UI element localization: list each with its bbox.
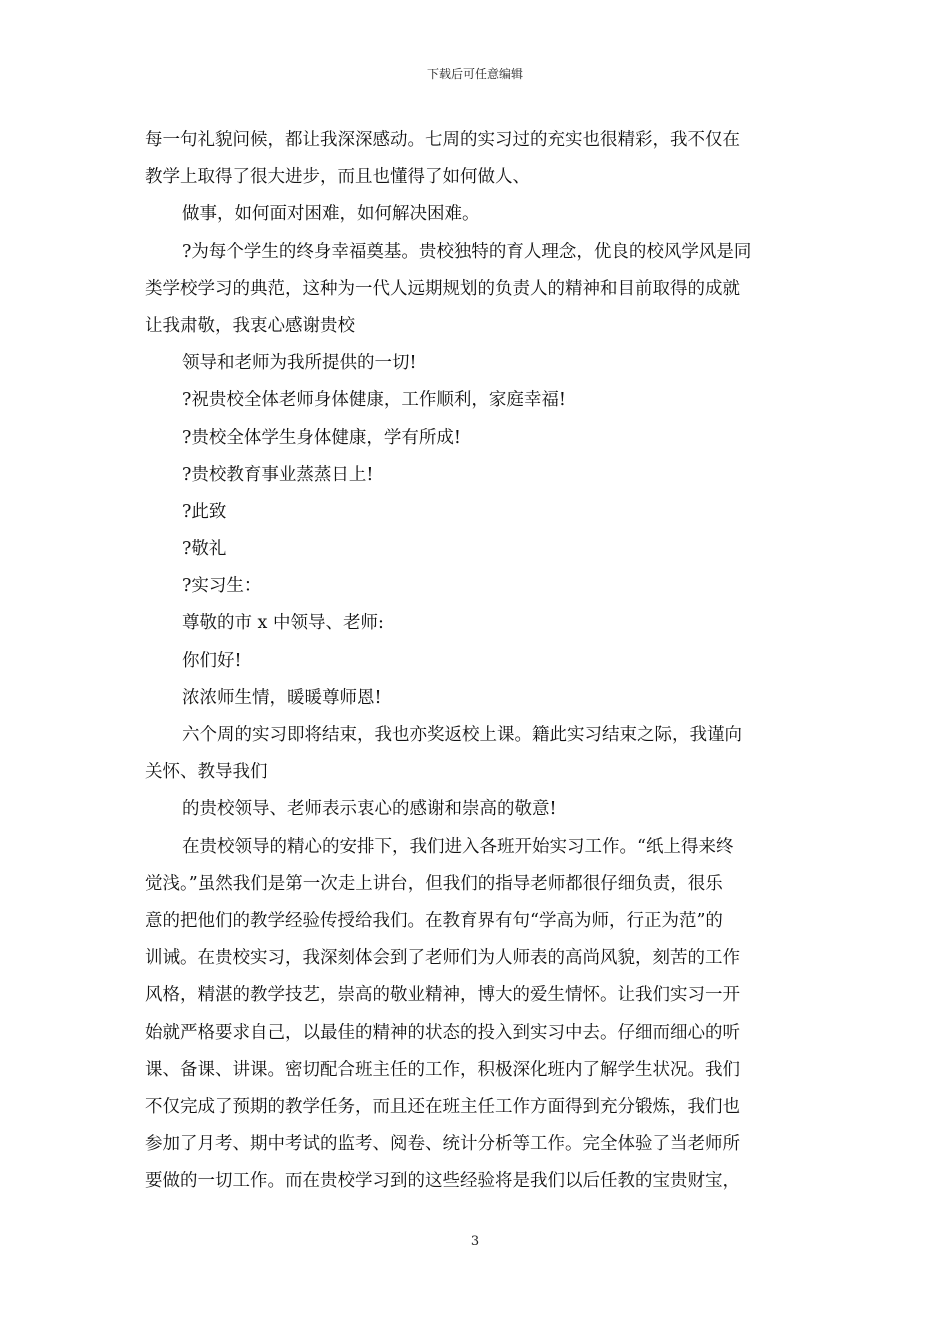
paragraph-line: 六个周的实习即将结束，我也亦奖返校上课。籍此实习结束之际，我谨向 [182, 725, 742, 745]
paragraph-line: 类学校学习的典范，这种为一代人远期规划的负责人的精神和目前取得的成就 [145, 278, 740, 299]
paragraph-line: 训诫。在贵校实习，我深刻体会到了老师们为人师表的高尚风貌，刻苦的工作 [145, 948, 740, 969]
paragraph-line: ?祝贵校全体老师身体健康，工作顺利，家庭幸福! [182, 390, 566, 411]
page-number: 3 [470, 1234, 480, 1249]
paragraph-line: 浓浓师生情，暖暖尊师恩! [182, 687, 382, 708]
paragraph-line: 意的把他们的教学经验传授给我们。在教育界有句“学高为师，行正为范”的 [145, 910, 723, 931]
paragraph-line: ?实习生： [182, 576, 262, 597]
paragraph-line: 要做的一切工作。而在贵校学习到的这些经验将是我们以后任教的宝贵财宝， [145, 1171, 740, 1192]
paragraph-line: ?贵校全体学生身体健康，学有所成! [182, 427, 461, 448]
paragraph-line: 每一句礼貌问候，都让我深深感动。七周的实习过的充实也很精彩，我不仅在 [145, 130, 740, 150]
paragraph-line: 始就严格要求自己，以最佳的精神的状态的投入到实习中去。仔细而细心的听 [145, 1022, 740, 1043]
paragraph-line: ?此致 [182, 501, 227, 522]
paragraph-line: 你们好! [182, 650, 242, 671]
paragraph-line: 做事，如何面对困难，如何解决困难。 [182, 204, 480, 225]
paragraph-line: 教学上取得了很大进步，而且也懂得了如何做人、 [145, 167, 530, 188]
paragraph-line: 觉浅。”虽然我们是第一次走上讲台，但我们的指导老师都很仔细负责，很乐 [145, 873, 723, 894]
paragraph-line: ?为每个学生的终身幸福奠基。贵校独特的育人理念，优良的校风学风是同 [182, 241, 752, 262]
paragraph-line: 的贵校领导、老师表示衷心的感谢和崇高的敬意! [182, 799, 557, 820]
paragraph-line: 关怀、教导我们 [145, 762, 268, 783]
paragraph-line: ?贵校教育事业蒸蒸日上! [182, 464, 374, 485]
paragraph-line: ?敬礼 [182, 539, 227, 560]
paragraph-line: 不仅完成了预期的教学任务，而且还在班主任工作方面得到充分锻炼，我们也 [145, 1096, 740, 1117]
paragraph-line: 课、备课、讲课。密切配合班主任的工作，积极深化班内了解学生状况。我们 [145, 1059, 740, 1080]
paragraph-line: 让我肃敬，我衷心感谢贵校 [145, 315, 355, 336]
paragraph-line: 在贵校领导的精心的安排下，我们进入各班开始实习工作。“纸上得来终 [182, 836, 734, 857]
document-body [145, 122, 810, 1200]
page-header: 下载后可任意编辑 [426, 67, 523, 81]
paragraph-line: 尊敬的市 x 中领导、老师: [182, 613, 384, 634]
paragraph-line: 风格，精湛的教学技艺，崇高的敬业精神，博大的爱生情怀。让我们实习一开 [145, 985, 740, 1006]
paragraph-line: 参加了月考、期中考试的监考、阅卷、统计分析等工作。完全体验了当老师所 [145, 1134, 740, 1155]
paragraph-line: 领导和老师为我所提供的一切! [182, 353, 417, 374]
